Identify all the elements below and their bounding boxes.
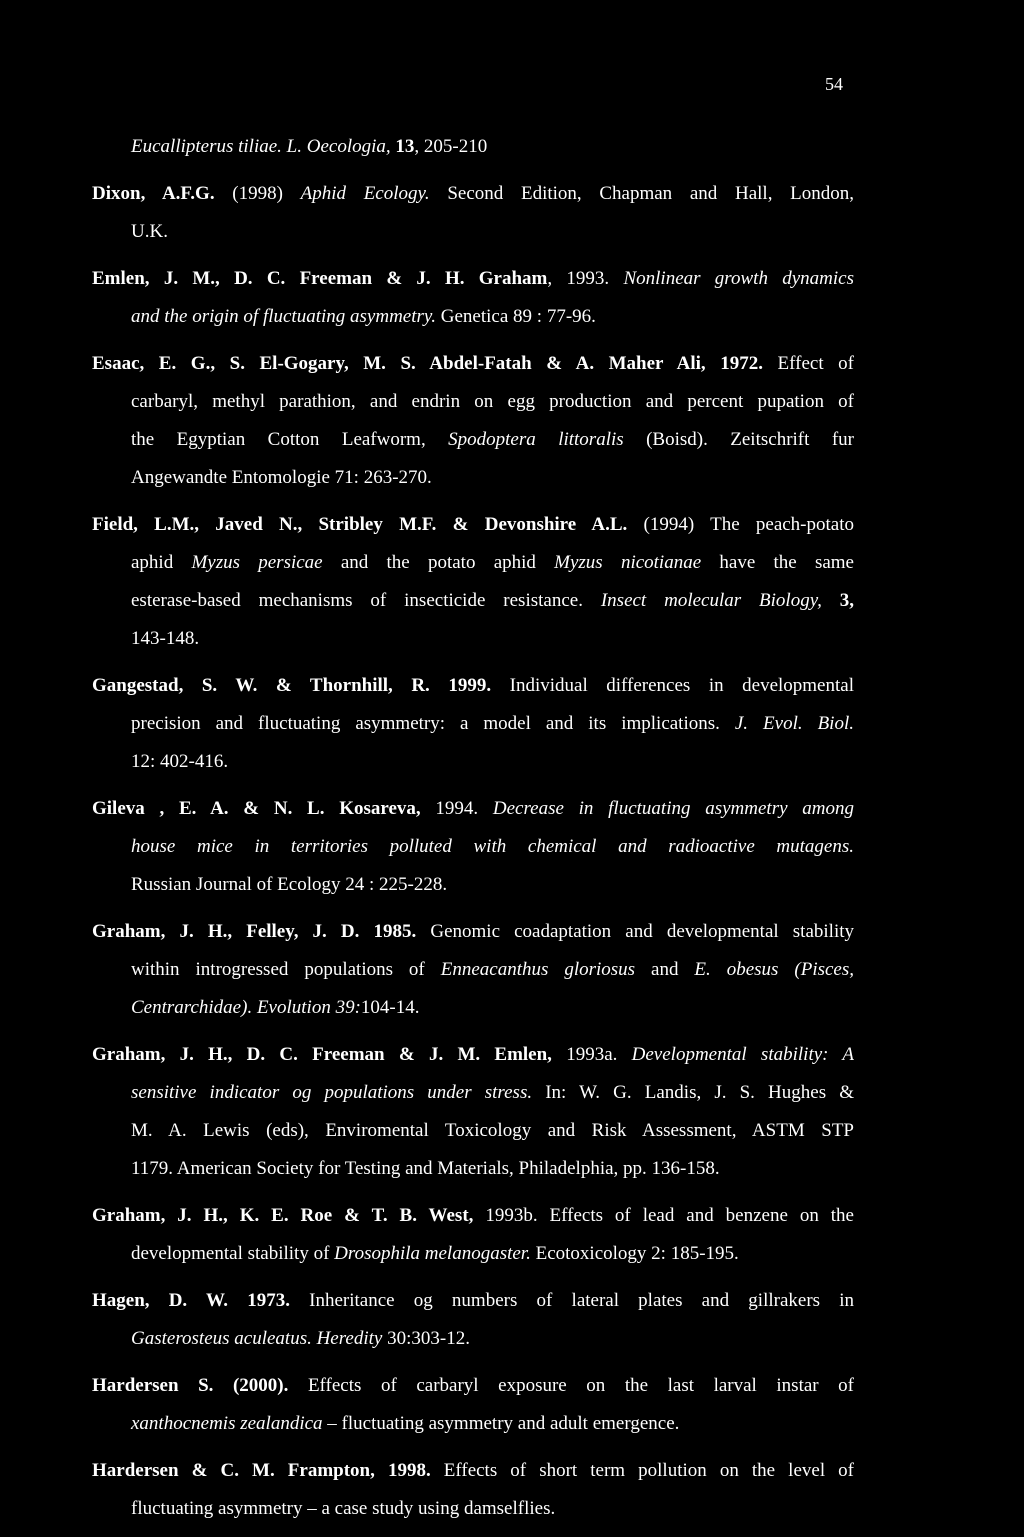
reference-authors: Hagen, D. W. 1973.: [92, 1290, 290, 1311]
reference-entry: [92, 790, 854, 904]
reference-italic-text: and the origin of fluctuating asymmetry.: [131, 306, 437, 327]
reference-text: 1993a.: [551, 1044, 632, 1065]
reference-authors: 3,: [821, 590, 854, 611]
reference-line: [92, 743, 854, 781]
reference-italic-text: xanthocnemis zealandica: [131, 1413, 323, 1434]
reference-text: Effect of: [763, 353, 854, 374]
reference-entry: [92, 1452, 854, 1528]
reference-italic-text: Drosophila melanogaster.: [334, 1243, 531, 1264]
reference-text: Effects of carbaryl exposure on the last larval instar of: [288, 1375, 854, 1396]
reference-line: [92, 866, 854, 904]
reference-line: [92, 298, 854, 336]
reference-entry: [92, 1282, 854, 1358]
reference-line: [92, 951, 854, 989]
reference-entry: [92, 1367, 854, 1443]
reference-text: 143-148.: [131, 628, 200, 649]
reference-line: [92, 383, 854, 421]
reference-entry: [92, 1036, 854, 1188]
reference-text: In: W. G. Landis, J. S. Hughes &: [532, 1082, 854, 1103]
reference-line: [92, 582, 854, 620]
reference-line: [92, 913, 854, 951]
reference-line: [92, 790, 854, 828]
reference-text: the Egyptian Cotton Leafworm,: [131, 429, 449, 450]
reference-line: [92, 459, 854, 497]
reference-authors: Graham, J. H., K. E. Roe & T. B. West,: [92, 1205, 474, 1226]
reference-text: , 205-210: [414, 136, 488, 157]
reference-line: [92, 989, 854, 1027]
reference-italic-text: Nonlinear growth dynamics: [623, 268, 854, 289]
reference-italic-text: Insect molecular Biology,: [600, 590, 822, 611]
reference-text: (1994) The peach-potato: [627, 514, 854, 535]
reference-entry: [92, 128, 854, 166]
reference-italic-text: house mice in territories polluted with chemical and radioactive mutagens.: [131, 836, 854, 857]
reference-text: fluctuating asymmetry – a case study using damselflies.: [131, 1498, 556, 1519]
reference-text: Genetica 89 : 77-96.: [436, 306, 596, 327]
reference-italic-text: J. Evol. Biol.: [734, 713, 854, 734]
reference-italic-text: Developmental stability: A: [631, 1044, 854, 1065]
reference-text: aphid: [131, 552, 192, 573]
reference-line: [92, 1452, 854, 1490]
reference-line: [92, 667, 854, 705]
reference-line: [92, 1282, 854, 1320]
reference-entry: [92, 175, 854, 251]
reference-text: precision and fluctuating asymmetry: a model and its implications.: [131, 713, 735, 734]
reference-text: – fluctuating asymmetry and adult emergence.: [322, 1413, 680, 1434]
reference-authors: Hardersen S. (2000).: [92, 1375, 289, 1396]
reference-line: [92, 705, 854, 743]
reference-text: Angewandte Entomologie 71: 263-270.: [131, 467, 432, 488]
reference-italic-text: Aphid Ecology.: [300, 183, 430, 204]
reference-line: [92, 1074, 854, 1112]
reference-text: within introgressed populations of: [131, 959, 441, 980]
reference-line: [92, 213, 854, 251]
reference-authors: Gangestad, S. W. & Thornhill, R. 1999.: [92, 675, 492, 696]
reference-text: esterase-based mechanisms of insecticide resistance.: [131, 590, 601, 611]
reference-text: 1993b. Effects of lead and benzene on the: [473, 1205, 854, 1226]
reference-authors: Emlen, J. M., D. C. Freeman & J. H. Graham: [92, 268, 548, 289]
reference-italic-text: Myzus nicotianae: [554, 552, 702, 573]
reference-line: [92, 421, 854, 459]
reference-line: [92, 506, 854, 544]
reference-italic-text: Gasterosteus aculeatus. Heredity: [131, 1328, 383, 1349]
reference-text: Second Edition, Chapman and Hall, London,: [429, 183, 854, 204]
reference-line: [92, 1150, 854, 1188]
reference-text: carbaryl, methyl parathion, and endrin on egg production and percent pupation of: [131, 391, 854, 412]
reference-line: [92, 1320, 854, 1358]
reference-list: [92, 128, 854, 1537]
reference-entry: [92, 345, 854, 497]
reference-text: M. A. Lewis (eds), Enviromental Toxicology and Risk Assessment, ASTM STP: [131, 1120, 854, 1141]
reference-text: Inheritance og numbers of lateral plates and gillrakers in: [289, 1290, 854, 1311]
reference-text: Effects of short term pollution on the level of: [430, 1460, 854, 1481]
reference-text: , 1993.: [547, 268, 624, 289]
reference-entry: [92, 260, 854, 336]
reference-line: [92, 1112, 854, 1150]
reference-authors: Graham, J. H., D. C. Freeman & J. M. Emlen,: [92, 1044, 552, 1065]
reference-text: 104-14.: [360, 997, 420, 1018]
reference-text: have the same: [701, 552, 854, 573]
reference-entry: [92, 506, 854, 658]
reference-line: [92, 128, 854, 166]
page-number: 54: [825, 74, 843, 94]
reference-italic-text: Eucallipterus tiliae. L. Oecologia,: [131, 136, 396, 157]
reference-line: [92, 1197, 854, 1235]
reference-italic-text: E. obesus (Pisces,: [694, 959, 854, 980]
reference-italic-text: Decrease in fluctuating asymmetry among: [492, 798, 854, 819]
reference-authors: Esaac, E. G., S. El-Gogary, M. S. Abdel-Fatah & A. Maher Ali, 1972.: [92, 353, 763, 374]
reference-text: Russian Journal of Ecology 24 : 225-228.: [131, 874, 448, 895]
reference-text: (1998): [214, 183, 301, 204]
reference-text: 1994.: [420, 798, 493, 819]
reference-line: [92, 1235, 854, 1273]
reference-text: 12: 402-416.: [131, 751, 229, 772]
reference-authors: Gileva , E. A. & N. L. Kosareva,: [92, 798, 421, 819]
reference-line: [92, 1490, 854, 1528]
reference-italic-text: Myzus persicae: [191, 552, 323, 573]
reference-line: [92, 345, 854, 383]
reference-text: 30:303-12.: [382, 1328, 470, 1349]
reference-text: U.K.: [131, 221, 168, 242]
reference-authors: Graham, J. H., Felley, J. D. 1985.: [92, 921, 417, 942]
reference-line: [92, 1405, 854, 1443]
reference-italic-text: Spodoptera littoralis: [448, 429, 624, 450]
reference-line: [92, 828, 854, 866]
reference-text: and the potato aphid: [322, 552, 555, 573]
reference-text: Genomic coadaptation and developmental stability: [416, 921, 854, 942]
reference-italic-text: Enneacanthus gloriosus: [440, 959, 636, 980]
reference-text: (Boisd). Zeitschrift fur: [623, 429, 854, 450]
reference-text: Individual differences in developmental: [491, 675, 854, 696]
reference-line: [92, 544, 854, 582]
reference-line: [92, 260, 854, 298]
reference-authors: 13: [395, 136, 415, 157]
reference-entry: [92, 913, 854, 1027]
reference-line: [92, 1367, 854, 1405]
reference-line: [92, 175, 854, 213]
reference-text: 1179. American Society for Testing and Materials, Philadelphia, pp. 136-158.: [131, 1158, 720, 1179]
reference-authors: Hardersen & C. M. Frampton, 1998.: [92, 1460, 431, 1481]
reference-italic-text: sensitive indicator og populations under stress.: [131, 1082, 533, 1103]
reference-entry: [92, 667, 854, 781]
reference-line: [92, 1036, 854, 1074]
reference-line: [92, 620, 854, 658]
reference-text: developmental stability of: [131, 1243, 335, 1264]
reference-authors: Dixon, A.F.G.: [92, 183, 215, 204]
reference-authors: Field, L.M., Javed N., Stribley M.F. & Devonshire A.L.: [92, 514, 628, 535]
reference-text: and: [635, 959, 695, 980]
reference-text: Ecotoxicology 2: 185-195.: [530, 1243, 739, 1264]
reference-entry: [92, 1197, 854, 1273]
reference-italic-text: Centrarchidae). Evolution 39:: [131, 997, 361, 1018]
